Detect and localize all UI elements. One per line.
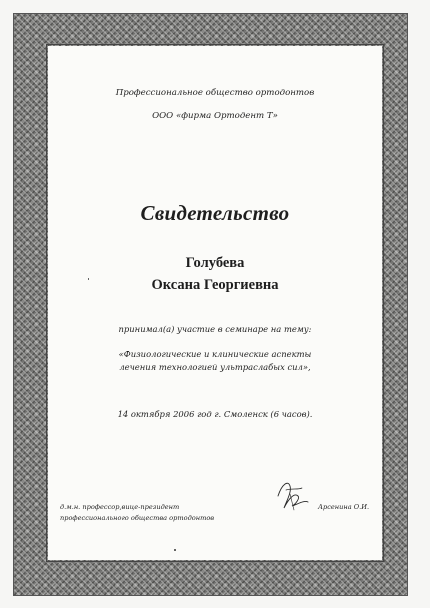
handwritten-signature — [272, 474, 312, 514]
seminar-topic-line-1: «Физиологические и клинические аспекты — [118, 349, 312, 359]
signer-title-line-2: профессионального общества ортодонтов — [60, 514, 215, 522]
date-and-place: 14 октября 2006 год г. Смоленск (6 часов). — [117, 409, 313, 419]
signer-name: Арсенина О.И. — [318, 503, 370, 511]
certificate-body — [48, 46, 382, 560]
recipient-given-names: Оксана Георгиевна — [151, 277, 279, 293]
signer-title-line-1: д.м.н. профессор,вице-президент — [60, 503, 180, 511]
participation-statement: принимал(а) участие в семинаре на тему: — [118, 324, 312, 334]
seminar-topic-line-2: лечения технологией ультраслабых сил», — [119, 362, 311, 372]
recipient-surname: Голубева — [185, 255, 245, 271]
speck — [88, 278, 89, 280]
speck — [174, 549, 176, 551]
certificate-title: Свидетельство — [140, 201, 290, 225]
organization-line-1: Профессиональное общество ортодонтов — [115, 88, 315, 98]
organization-line-2: ООО «фирма Ортодент Т» — [152, 111, 278, 121]
